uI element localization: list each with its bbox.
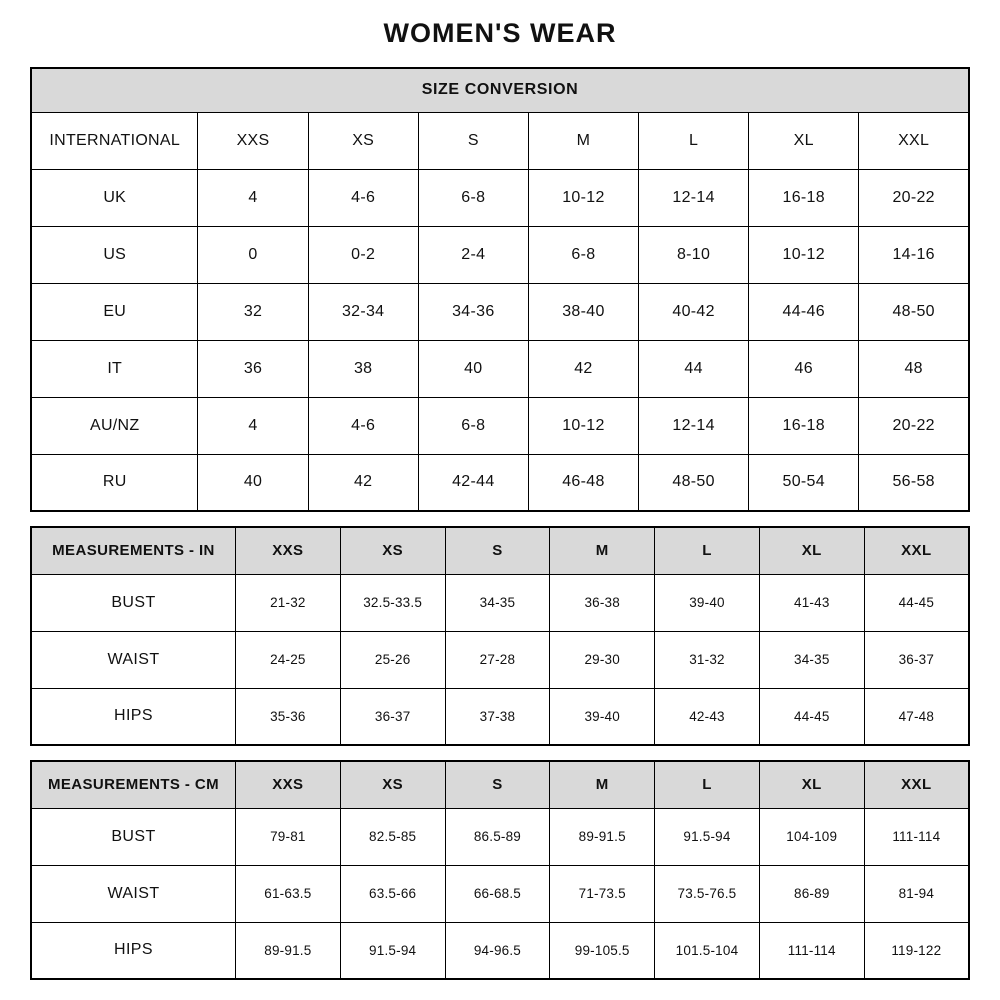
column-header: XL xyxy=(759,761,864,808)
table-cell: 61-63.5 xyxy=(235,865,340,922)
table-cell: 44-45 xyxy=(864,574,969,631)
table-row xyxy=(31,454,969,511)
table-cell: 10-12 xyxy=(528,397,638,454)
column-header: XL xyxy=(759,527,864,574)
table-cell: 16-18 xyxy=(749,169,859,226)
row-label: WAIST xyxy=(31,865,235,922)
table-cell: 10-12 xyxy=(528,169,638,226)
row-label: HIPS xyxy=(31,922,235,979)
table-cell: 48-50 xyxy=(639,454,749,511)
row-label: IT xyxy=(31,340,198,397)
table-row xyxy=(31,865,969,922)
table-cell: 32 xyxy=(198,283,308,340)
table-cell: 48-50 xyxy=(859,283,969,340)
table-row xyxy=(31,922,969,979)
table-cell: 91.5-94 xyxy=(655,808,760,865)
table-cell: 10-12 xyxy=(749,226,859,283)
column-header: XXS xyxy=(198,112,308,169)
measurements-cm-table xyxy=(30,760,970,980)
table-cell: 73.5-76.5 xyxy=(655,865,760,922)
table-header-row xyxy=(31,527,969,574)
table-cell: 38-40 xyxy=(528,283,638,340)
table-cell: 12-14 xyxy=(639,397,749,454)
table-cell: 29-30 xyxy=(550,631,655,688)
table-cell: 20-22 xyxy=(859,169,969,226)
table-cell: 94-96.5 xyxy=(445,922,550,979)
table-cell: 99-105.5 xyxy=(550,922,655,979)
table-cell: 34-35 xyxy=(445,574,550,631)
table-cell: 48 xyxy=(859,340,969,397)
table-cell: 36-37 xyxy=(864,631,969,688)
table-cell: 34-35 xyxy=(759,631,864,688)
column-header: XXL xyxy=(859,112,969,169)
column-header: MEASUREMENTS - IN xyxy=(31,527,235,574)
measurements-in-table xyxy=(30,526,970,746)
table-cell: 6-8 xyxy=(418,397,528,454)
table-row xyxy=(31,340,969,397)
column-header: M xyxy=(550,527,655,574)
table-cell: 20-22 xyxy=(859,397,969,454)
table-cell: 86-89 xyxy=(759,865,864,922)
row-label: AU/NZ xyxy=(31,397,198,454)
table-cell: 6-8 xyxy=(528,226,638,283)
column-header: XXS xyxy=(235,527,340,574)
column-header: XXL xyxy=(864,761,969,808)
row-label: EU xyxy=(31,283,198,340)
column-header: L xyxy=(655,527,760,574)
table-cell: 41-43 xyxy=(759,574,864,631)
table-cell: 91.5-94 xyxy=(340,922,445,979)
table-cell: 36-38 xyxy=(550,574,655,631)
table-cell: 56-58 xyxy=(859,454,969,511)
table-cell: 86.5-89 xyxy=(445,808,550,865)
table-cell: 79-81 xyxy=(235,808,340,865)
row-label: HIPS xyxy=(31,688,235,745)
table-cell: 40 xyxy=(418,340,528,397)
row-label: UK xyxy=(31,169,198,226)
row-label: BUST xyxy=(31,574,235,631)
table-cell: 4-6 xyxy=(308,397,418,454)
table-cell: 50-54 xyxy=(749,454,859,511)
table-cell: 31-32 xyxy=(655,631,760,688)
table-row xyxy=(31,283,969,340)
table-cell: 104-109 xyxy=(759,808,864,865)
table-cell: 111-114 xyxy=(759,922,864,979)
row-label: US xyxy=(31,226,198,283)
table-row xyxy=(31,226,969,283)
column-header: S xyxy=(418,112,528,169)
table-cell: 0 xyxy=(198,226,308,283)
table-header-row xyxy=(31,761,969,808)
table-cell: 44 xyxy=(639,340,749,397)
table-cell: 42 xyxy=(528,340,638,397)
table-cell: 37-38 xyxy=(445,688,550,745)
page-title: WOMEN'S WEAR xyxy=(383,18,617,48)
table-row xyxy=(31,574,969,631)
table-cell: 36-37 xyxy=(340,688,445,745)
column-header: INTERNATIONAL xyxy=(31,112,198,169)
table-cell: 44-46 xyxy=(749,283,859,340)
column-header: XS xyxy=(308,112,418,169)
column-header: L xyxy=(655,761,760,808)
table-banner: SIZE CONVERSION xyxy=(31,68,969,112)
table-cell: 63.5-66 xyxy=(340,865,445,922)
table-cell: 89-91.5 xyxy=(550,808,655,865)
table-cell: 24-25 xyxy=(235,631,340,688)
table-cell: 46 xyxy=(749,340,859,397)
table-cell: 101.5-104 xyxy=(655,922,760,979)
table-cell: 32-34 xyxy=(308,283,418,340)
column-header: M xyxy=(550,761,655,808)
table-cell: 89-91.5 xyxy=(235,922,340,979)
table-cell: 35-36 xyxy=(235,688,340,745)
table-cell: 40 xyxy=(198,454,308,511)
table-cell: 38 xyxy=(308,340,418,397)
table-cell: 25-26 xyxy=(340,631,445,688)
column-header: XS xyxy=(340,761,445,808)
table-cell: 34-36 xyxy=(418,283,528,340)
table-cell: 42 xyxy=(308,454,418,511)
table-row xyxy=(31,631,969,688)
column-header: XS xyxy=(340,527,445,574)
table-cell: 119-122 xyxy=(864,922,969,979)
table-cell: 40-42 xyxy=(639,283,749,340)
table-cell: 8-10 xyxy=(639,226,749,283)
column-header: MEASUREMENTS - CM xyxy=(31,761,235,808)
table-cell: 27-28 xyxy=(445,631,550,688)
table-cell: 21-32 xyxy=(235,574,340,631)
table-row xyxy=(31,808,969,865)
table-cell: 71-73.5 xyxy=(550,865,655,922)
table-cell: 14-16 xyxy=(859,226,969,283)
size-conversion-table xyxy=(30,67,970,512)
table-cell: 2-4 xyxy=(418,226,528,283)
table-cell: 44-45 xyxy=(759,688,864,745)
column-header: S xyxy=(445,527,550,574)
table-cell: 36 xyxy=(198,340,308,397)
table-cell: 111-114 xyxy=(864,808,969,865)
table-cell: 81-94 xyxy=(864,865,969,922)
table-cell: 6-8 xyxy=(418,169,528,226)
column-header: XXL xyxy=(864,527,969,574)
table-cell: 42-44 xyxy=(418,454,528,511)
row-label: RU xyxy=(31,454,198,511)
column-header: XXS xyxy=(235,761,340,808)
table-cell: 32.5-33.5 xyxy=(340,574,445,631)
table-cell: 47-48 xyxy=(864,688,969,745)
table-cell: 39-40 xyxy=(655,574,760,631)
table-cell: 4 xyxy=(198,397,308,454)
column-header: S xyxy=(445,761,550,808)
table-banner-row xyxy=(31,68,969,112)
table-cell: 16-18 xyxy=(749,397,859,454)
table-cell: 66-68.5 xyxy=(445,865,550,922)
column-header: L xyxy=(639,112,749,169)
table-row xyxy=(31,397,969,454)
table-cell: 4 xyxy=(198,169,308,226)
table-cell: 46-48 xyxy=(528,454,638,511)
table-cell: 0-2 xyxy=(308,226,418,283)
column-header: XL xyxy=(749,112,859,169)
table-cell: 12-14 xyxy=(639,169,749,226)
table-cell: 82.5-85 xyxy=(340,808,445,865)
table-row xyxy=(31,169,969,226)
column-header: M xyxy=(528,112,638,169)
row-label: BUST xyxy=(31,808,235,865)
table-header-row xyxy=(31,112,969,169)
table-cell: 39-40 xyxy=(550,688,655,745)
table-cell: 42-43 xyxy=(655,688,760,745)
table-row xyxy=(31,688,969,745)
row-label: WAIST xyxy=(31,631,235,688)
table-cell: 4-6 xyxy=(308,169,418,226)
